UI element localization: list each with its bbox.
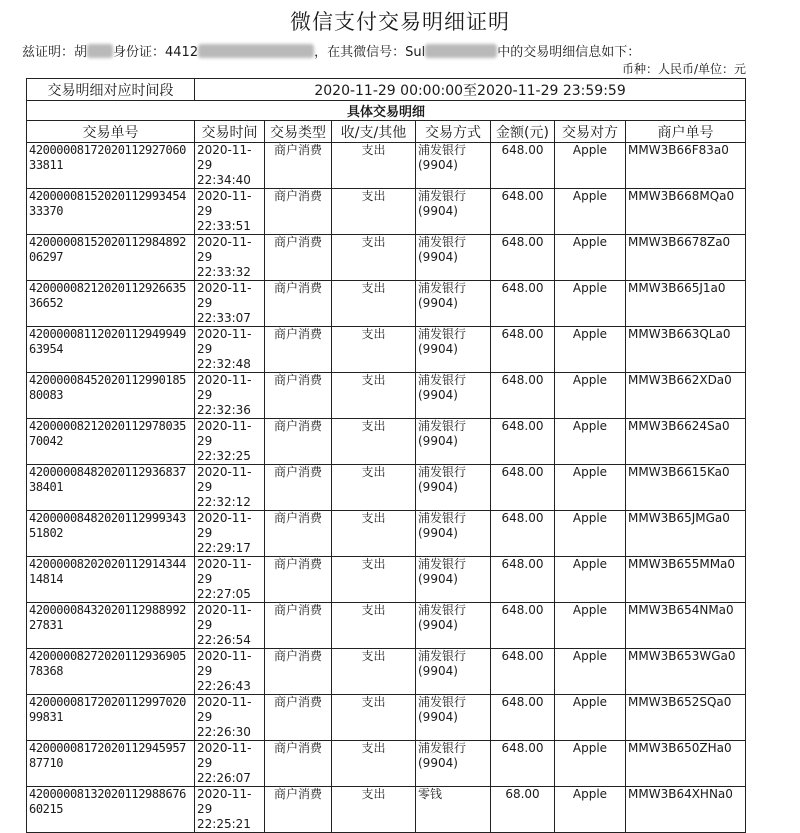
intro-suffix: 中的交易明细信息如下： [497,45,641,60]
merchant-no-cell: MMW3B654NMa0 [626,603,746,649]
counterparty-cell: Apple [555,603,626,649]
income-expense-cell: 支出 [332,327,416,373]
transaction-no-cell: 4200000827202011293690578368 [27,649,195,695]
table-row [27,419,746,465]
transaction-type-cell: 商户消费 [265,465,332,511]
transaction-table [26,78,746,833]
payment-method-cell: 浦发银行(9904) [416,695,491,741]
merchant-no-cell: MMW3B6678Za0 [626,235,746,281]
income-expense-cell: 支出 [332,557,416,603]
column-header: 交易时间 [195,121,265,143]
table-row [27,465,746,511]
transaction-no-cell: 4200000848202011293683738401 [27,465,195,511]
column-header: 交易类型 [265,121,332,143]
transaction-no-cell: 4200000817202011294595787710 [27,741,195,787]
transaction-type-cell: 商户消费 [265,695,332,741]
transaction-no-cell: 4200000817202011299702099831 [27,695,195,741]
merchant-no-cell: MMW3B663QLa0 [626,327,746,373]
counterparty-cell: Apple [555,143,626,189]
merchant-no-cell: MMW3B652SQa0 [626,695,746,741]
amount-cell: 648.00 [491,603,555,649]
table-row [27,281,746,327]
payment-method-cell: 浦发银行(9904) [416,281,491,327]
transaction-type-cell: 商户消费 [265,649,332,695]
transaction-time-cell: 2020-11-29 22:26:07 [195,741,265,787]
currency-note: 币种：人民币/单位：元 [621,62,746,76]
counterparty-cell: Apple [555,787,626,833]
amount-cell: 648.00 [491,695,555,741]
transaction-time-cell: 2020-11-29 22:33:07 [195,281,265,327]
transaction-time-cell: 2020-11-29 22:32:12 [195,465,265,511]
table-row [27,741,746,787]
table-row [27,511,746,557]
transaction-time-cell: 2020-11-29 22:25:21 [195,787,265,833]
merchant-no-cell: MMW3B653WGa0 [626,649,746,695]
section-title-row [27,101,746,121]
transaction-time-cell: 2020-11-29 22:34:40 [195,143,265,189]
income-expense-cell: 支出 [332,189,416,235]
payment-method-cell: 浦发银行(9904) [416,741,491,787]
section-title: 具体交易明细 [27,101,746,121]
merchant-no-cell: MMW3B655MMa0 [626,557,746,603]
transaction-type-cell: 商户消费 [265,557,332,603]
intro-id-label: 身份证：4412 [113,45,199,60]
income-expense-cell: 支出 [332,603,416,649]
transaction-type-cell: 商户消费 [265,189,332,235]
counterparty-cell: Apple [555,189,626,235]
income-expense-cell: 支出 [332,787,416,833]
transaction-no-cell: 4200000820202011291434414814 [27,557,195,603]
table-row [27,143,746,189]
amount-cell: 648.00 [491,741,555,787]
table-row [27,603,746,649]
payment-method-cell: 浦发银行(9904) [416,465,491,511]
counterparty-cell: Apple [555,649,626,695]
amount-cell: 648.00 [491,511,555,557]
redaction-blur [87,44,113,58]
merchant-no-cell: MMW3B66F83a0 [626,143,746,189]
counterparty-cell: Apple [555,511,626,557]
transaction-time-cell: 2020-11-29 22:32:25 [195,419,265,465]
table-row [27,649,746,695]
transaction-type-cell: 商户消费 [265,143,332,189]
income-expense-cell: 支出 [332,143,416,189]
counterparty-cell: Apple [555,465,626,511]
counterparty-cell: Apple [555,235,626,281]
payment-method-cell: 零钱 [416,787,491,833]
transaction-no-cell: 4200000813202011298867660215 [27,787,195,833]
transaction-no-cell: 4200000815202011299345433370 [27,189,195,235]
income-expense-cell: 支出 [332,649,416,695]
amount-cell: 648.00 [491,327,555,373]
payment-method-cell: 浦发银行(9904) [416,373,491,419]
transaction-type-cell: 商户消费 [265,511,332,557]
amount-cell: 648.00 [491,189,555,235]
transaction-time-cell: 2020-11-29 22:26:54 [195,603,265,649]
table-row [27,557,746,603]
transaction-type-cell: 商户消费 [265,419,332,465]
transaction-no-cell: 4200000848202011299934351802 [27,511,195,557]
transaction-type-cell: 商户消费 [265,741,332,787]
income-expense-cell: 支出 [332,695,416,741]
counterparty-cell: Apple [555,419,626,465]
period-value: 2020-11-29 00:00:00至2020-11-29 23:59:59 [195,79,746,101]
transaction-no-cell: 4200000821202011292663536652 [27,281,195,327]
amount-cell: 648.00 [491,281,555,327]
payment-method-cell: 浦发银行(9904) [416,649,491,695]
income-expense-cell: 支出 [332,741,416,787]
transaction-time-cell: 2020-11-29 22:33:51 [195,189,265,235]
income-expense-cell: 支出 [332,373,416,419]
table-row [27,235,746,281]
transaction-type-cell: 商户消费 [265,281,332,327]
payment-method-cell: 浦发银行(9904) [416,419,491,465]
income-expense-cell: 支出 [332,465,416,511]
transaction-time-cell: 2020-11-29 22:26:30 [195,695,265,741]
merchant-no-cell: MMW3B665J1a0 [626,281,746,327]
income-expense-cell: 支出 [332,281,416,327]
column-header: 交易对方 [555,121,626,143]
merchant-no-cell: MMW3B6615Ka0 [626,465,746,511]
intro-prefix: 兹证明：胡 [22,45,88,60]
transaction-type-cell: 商户消费 [265,235,332,281]
transaction-no-cell: 4200000843202011298899227831 [27,603,195,649]
transaction-no-cell: 4200000821202011297803570042 [27,419,195,465]
amount-cell: 648.00 [491,235,555,281]
intro-wechat-label: ，在其微信号：Sul [314,45,426,60]
table-row [27,373,746,419]
transaction-time-cell: 2020-11-29 22:26:43 [195,649,265,695]
table-row [27,695,746,741]
amount-cell: 648.00 [491,373,555,419]
transaction-time-cell: 2020-11-29 22:32:48 [195,327,265,373]
column-header: 金额(元) [491,121,555,143]
transaction-no-cell: 4200000817202011292706033811 [27,143,195,189]
income-expense-cell: 支出 [332,419,416,465]
amount-cell: 648.00 [491,649,555,695]
counterparty-cell: Apple [555,281,626,327]
income-expense-cell: 支出 [332,235,416,281]
transaction-no-cell: 4200000811202011294994963954 [27,327,195,373]
intro-line [22,41,640,60]
merchant-no-cell: MMW3B64XHNa0 [626,787,746,833]
merchant-no-cell: MMW3B650ZHa0 [626,741,746,787]
document-title: 微信支付交易明细证明 [290,10,510,34]
transaction-time-cell: 2020-11-29 22:29:17 [195,511,265,557]
payment-method-cell: 浦发银行(9904) [416,189,491,235]
amount-cell: 68.00 [491,787,555,833]
amount-cell: 648.00 [491,557,555,603]
merchant-no-cell: MMW3B662XDa0 [626,373,746,419]
merchant-no-cell: MMW3B6624Sa0 [626,419,746,465]
income-expense-cell: 支出 [332,511,416,557]
transaction-time-cell: 2020-11-29 22:32:36 [195,373,265,419]
amount-cell: 648.00 [491,143,555,189]
counterparty-cell: Apple [555,327,626,373]
counterparty-cell: Apple [555,695,626,741]
payment-method-cell: 浦发银行(9904) [416,511,491,557]
column-header: 交易方式 [416,121,491,143]
payment-method-cell: 浦发银行(9904) [416,235,491,281]
merchant-no-cell: MMW3B668MQa0 [626,189,746,235]
transaction-type-cell: 商户消费 [265,787,332,833]
counterparty-cell: Apple [555,741,626,787]
payment-method-cell: 浦发银行(9904) [416,557,491,603]
payment-method-cell: 浦发银行(9904) [416,143,491,189]
column-header: 交易单号 [27,121,195,143]
table-row [27,787,746,833]
table-row [27,327,746,373]
transaction-no-cell: 4200000845202011299018580083 [27,373,195,419]
transaction-time-cell: 2020-11-29 22:27:05 [195,557,265,603]
amount-cell: 648.00 [491,465,555,511]
redaction-blur [198,44,314,58]
transaction-type-cell: 商户消费 [265,373,332,419]
transaction-type-cell: 商户消费 [265,327,332,373]
column-header: 商户单号 [626,121,746,143]
period-row [27,79,746,101]
amount-cell: 648.00 [491,419,555,465]
payment-method-cell: 浦发银行(9904) [416,603,491,649]
payment-method-cell: 浦发银行(9904) [416,327,491,373]
period-label: 交易明细对应时间段 [27,79,195,101]
merchant-no-cell: MMW3B65JMGa0 [626,511,746,557]
column-header-row [27,121,746,143]
redaction-blur [425,44,497,58]
table-row [27,189,746,235]
transaction-type-cell: 商户消费 [265,603,332,649]
transaction-time-cell: 2020-11-29 22:33:32 [195,235,265,281]
column-header: 收/支/其他 [332,121,416,143]
counterparty-cell: Apple [555,557,626,603]
counterparty-cell: Apple [555,373,626,419]
transaction-no-cell: 4200000815202011298489206297 [27,235,195,281]
